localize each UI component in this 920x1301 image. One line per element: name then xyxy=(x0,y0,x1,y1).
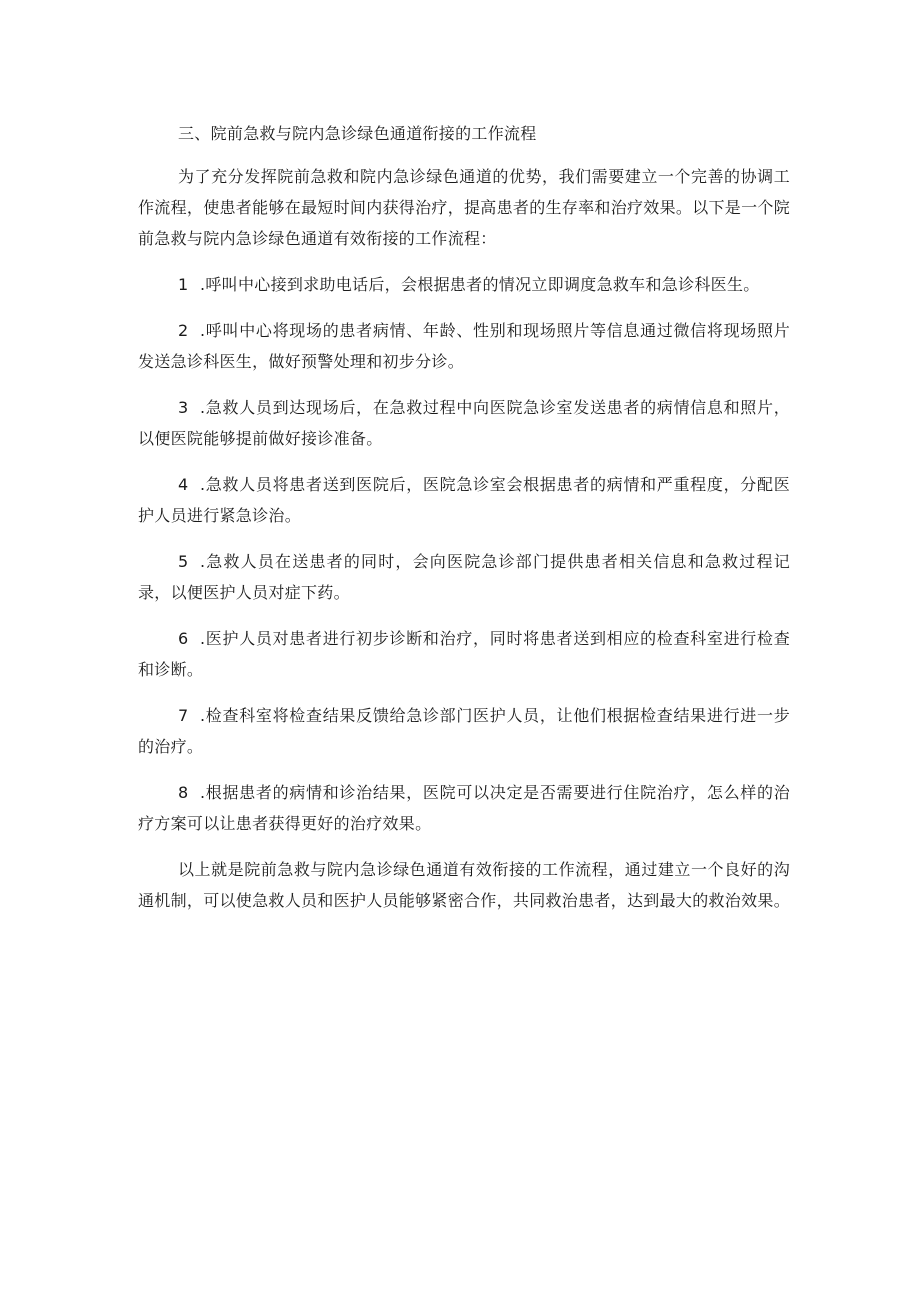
step-text: .医护人员对患者进行初步诊断和治疗，同时将患者送到相应的检查科室进行检查和诊断。 xyxy=(138,629,790,679)
list-item-2 xyxy=(138,315,790,377)
section-heading: 三、院前急救与院内急诊绿色通道衔接的工作流程 xyxy=(178,124,537,143)
step-text: .急救人员在送患者的同时，会向医院急诊部门提供患者相关信息和急救过程记录，以便医护人员对症下药。 xyxy=(138,552,790,602)
list-item-4 xyxy=(138,469,790,531)
step-text: .呼叫中心将现场的患者病情、年龄、性别和现场照片等信息通过微信将现场照片发送急诊科医生，做好预警处理和初步分诊。 xyxy=(138,321,790,371)
step-number: 4 xyxy=(178,475,189,494)
list-item-1 xyxy=(138,269,790,300)
list-item-3 xyxy=(138,392,790,454)
closing-paragraph: 以上就是院前急救与院内急诊绿色通道有效衔接的工作流程，通过建立一个良好的沟通机制，可以使急救人员和医护人员能够紧密合作，共同救治患者，达到最大的救治效果。 xyxy=(138,860,791,910)
step-text: .呼叫中心接到求助电话后，会根据患者的情况立即调度急救车和急诊科医生。 xyxy=(200,275,760,294)
step-text: .根据患者的病情和诊治结果，医院可以决定是否需要进行住院治疗，怎么样的治疗方案可以让患者获得更好的治疗效果。 xyxy=(138,783,790,833)
intro-paragraph: 为了充分发挥院前急救和院内急诊绿色通道的优势，我们需要建立一个完善的协调工作流程，使患者能够在最短时间内获得治疗，提高患者的生存率和治疗效果。以下是一个院前急救与院内急诊绿色通道有效衔接的工作流程： xyxy=(138,167,791,248)
list-item-6 xyxy=(138,623,790,685)
step-number: 3 xyxy=(178,398,189,417)
step-text: .急救人员将患者送到医院后，医院急诊室会根据患者的病情和严重程度，分配医护人员进行紧急诊治。 xyxy=(138,475,790,525)
step-number: 8 xyxy=(178,783,189,802)
step-number: 1 xyxy=(178,275,189,294)
step-number: 2 xyxy=(178,321,189,340)
list-item-8 xyxy=(138,777,790,839)
step-number: 6 xyxy=(178,629,189,648)
step-number: 7 xyxy=(178,706,189,725)
step-text: .检查科室将检查结果反馈给急诊部门医护人员，让他们根据检查结果进行进一步的治疗。 xyxy=(138,706,790,756)
list-item-5 xyxy=(138,546,790,608)
document-page xyxy=(138,118,790,916)
list-item-7 xyxy=(138,700,790,762)
step-text: .急救人员到达现场后，在急救过程中向医院急诊室发送患者的病情信息和照片，以便医院能够提前做好接诊准备。 xyxy=(138,398,790,448)
step-number: 5 xyxy=(178,552,189,571)
